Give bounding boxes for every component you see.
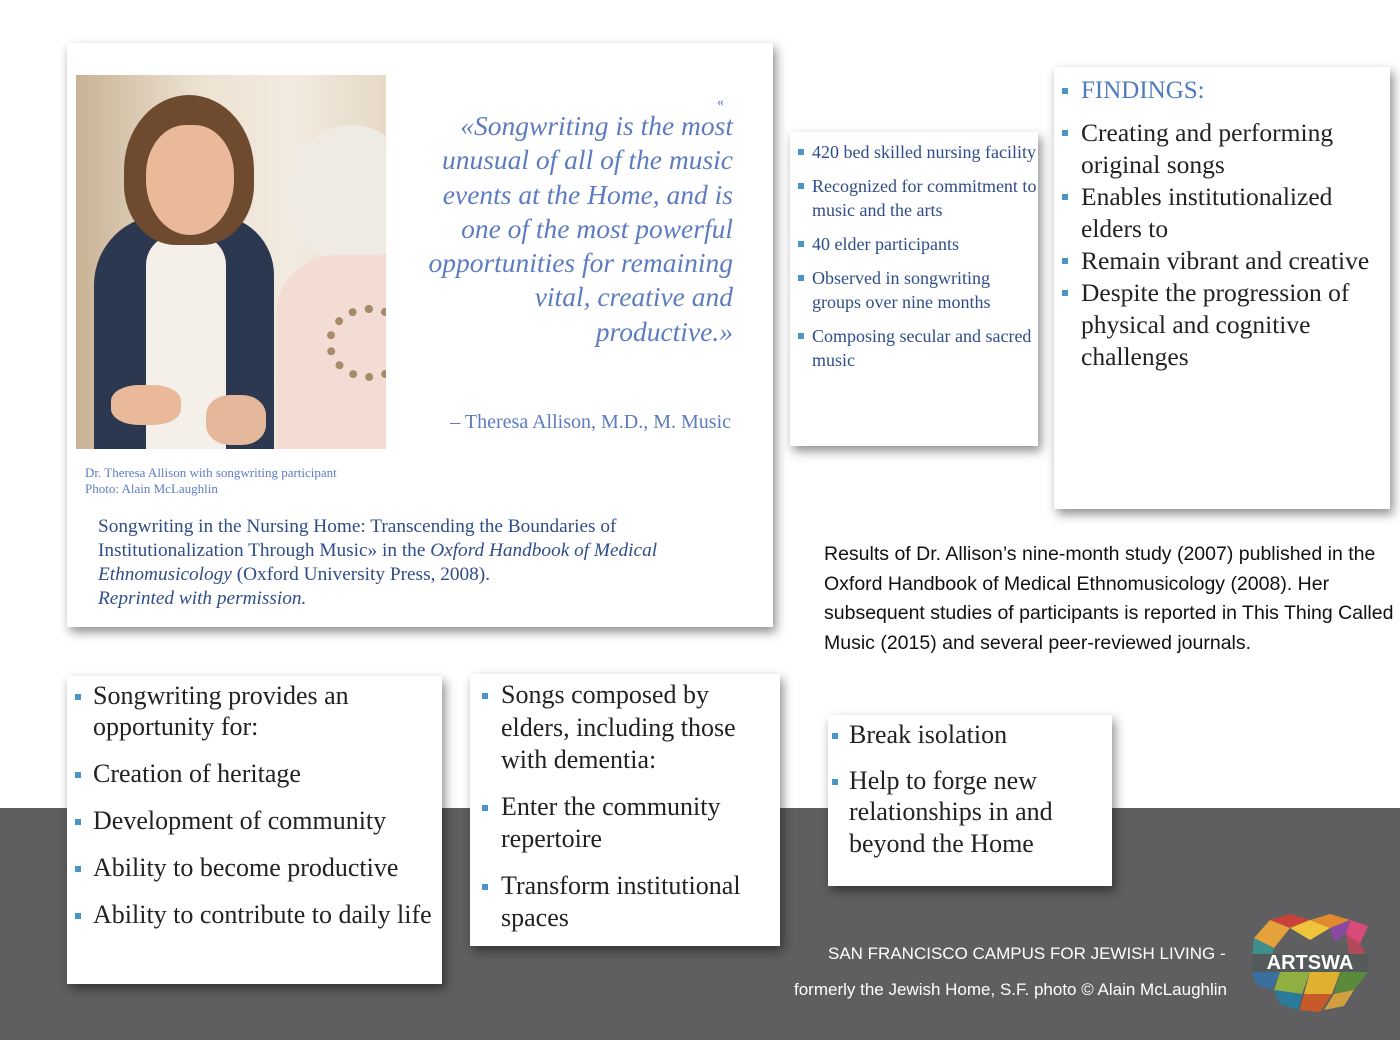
results-description: Results of Dr. Allison’s nine-month study (2007) published in the Oxford Handbook of Medical Ethnomusicology (2008). Her subsequent studies of participants is reported in This Thing Called Music (2015) and several peer-reviewed journals. (824, 543, 1394, 654)
bullet-icon (798, 275, 804, 281)
bullet-icon (1062, 130, 1068, 136)
quote-author: – Theresa Allison, M.D., M. Music (450, 411, 731, 433)
list-item: 40 elder participants (798, 232, 1038, 256)
quote-card (67, 43, 773, 627)
bullet-icon (832, 779, 838, 785)
list-item: Composing secular and sacred music (798, 324, 1038, 372)
list-item: Observed in songwriting groups over nine months (798, 266, 1038, 314)
findings-heading: FINDINGS: (1062, 75, 1388, 107)
bullet-icon (75, 694, 81, 700)
bullet-icon (482, 884, 488, 890)
list-item: Enables institutionalized elders to (1062, 181, 1388, 245)
bullet-icon (482, 805, 488, 811)
photo-caption (85, 465, 337, 497)
bullet-icon (798, 333, 804, 339)
findings-card (1054, 67, 1390, 509)
bullet-icon (75, 819, 81, 825)
list-item: Songs composed by elders, including those with dementia: (482, 679, 778, 777)
list-item: Transform institutional spaces (482, 870, 778, 935)
list-item: Creation of heritage (75, 758, 441, 789)
list-item: Creating and performing original songs (1062, 117, 1388, 181)
footer-photo-credit: formerly the Jewish Home, S.F. photo © Alain McLaughlin (794, 980, 1228, 999)
bullet-icon (798, 183, 804, 189)
opportunity-card (67, 676, 442, 984)
photo-allison-with-participant (76, 75, 386, 449)
bullet-icon (75, 772, 81, 778)
list-item: Ability to become productive (75, 852, 441, 883)
artswa-logo-text: ARTSWA (1266, 952, 1354, 974)
list-item: Despite the progression of physical and cognitive challenges (1062, 277, 1388, 373)
list-item: Remain vibrant and creative (1062, 245, 1388, 277)
citation-publisher: (Oxford University Press, 2008). (231, 564, 491, 585)
citation-book: Oxford Handbook of Medical Ethnomusicology (98, 540, 658, 585)
list-item: Songwriting provides an opportunity for: (75, 680, 441, 742)
bullet-icon (832, 733, 838, 739)
bullet-icon (1062, 290, 1068, 296)
list-item: Recognized for commitment to music and the arts (798, 174, 1038, 222)
citation-title: Songwriting in the Nursing Home: Transcending the Boundaries of Institutionalization Through Music» in the (98, 516, 617, 561)
bullet-icon (798, 241, 804, 247)
citation-reprint: Reprinted with permission. (98, 588, 307, 609)
isolation-card (828, 715, 1112, 886)
list-item: Enter the community repertoire (482, 791, 778, 856)
list-item: Ability to contribute to daily life (75, 899, 441, 930)
artswa-logo (1250, 914, 1370, 1012)
citation (98, 515, 738, 611)
quote-mark: « (717, 95, 724, 110)
bullet-icon (75, 913, 81, 919)
bullet-icon (75, 866, 81, 872)
bullet-icon (1062, 258, 1068, 264)
bullet-icon (1062, 194, 1068, 200)
photo-credit: Photo: Alain McLaughlin (85, 481, 218, 496)
songs-card (470, 674, 780, 946)
pull-quote: «Songwriting is the most unusual of all of the music events at the Home, and is one of the most powerful opportunities for remaining vital, creative and productive.» (428, 110, 733, 347)
list-item: Break isolation (832, 719, 1110, 751)
facility-card (790, 132, 1038, 446)
caption-line: Dr. Theresa Allison with songwriting participant (85, 465, 337, 480)
bullet-icon (1062, 88, 1068, 94)
list-item: 420 bed skilled nursing facility (798, 140, 1038, 164)
footer-campus-name: SAN FRANCISCO CAMPUS FOR JEWISH LIVING - (828, 944, 1226, 963)
bullet-icon (798, 149, 804, 155)
list-item: Development of community (75, 805, 441, 836)
list-item: Help to forge new relationships in and beyond the Home (832, 765, 1110, 860)
bullet-icon (482, 693, 488, 699)
